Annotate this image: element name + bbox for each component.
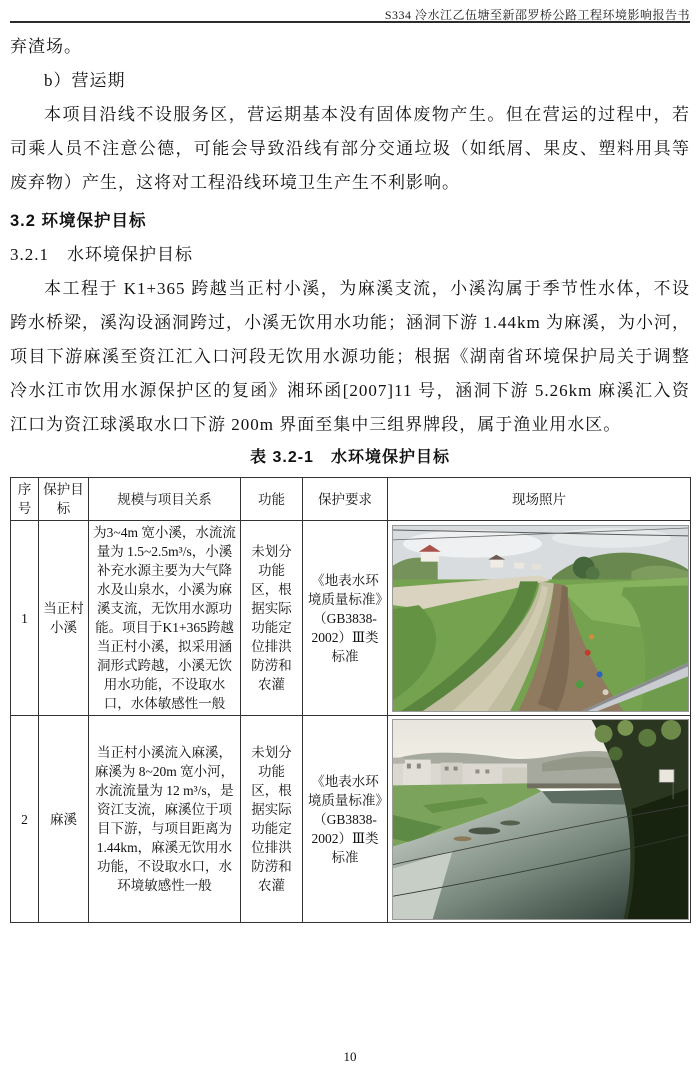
- cell-no-1: 1: [11, 521, 39, 716]
- water-protection-table: [10, 477, 691, 923]
- cell-scale-1: 为3~4m 宽小溪，水流流量为 1.5~2.5m³/s，小溪补充水源主要为大气降水及山泉水，小溪为麻溪支流，无饮用水源功能。项目于K1+365跨越当正村小溪，拟采用涵洞形式跨越，小溪无饮用水功能，不设取水口，水体敏感性一般: [89, 521, 241, 716]
- table-row: [11, 716, 691, 923]
- cell-no-2: 2: [11, 716, 39, 923]
- cell-function-2: 未划分功能区，根据实际功能定位排洪防涝和农灌: [241, 716, 303, 923]
- section-heading-3-2: 3.2 环境保护目标: [10, 212, 147, 230]
- col-header-requirement: 保护要求: [303, 478, 388, 521]
- cell-scale-2: 当正村小溪流入麻溪，麻溪为 8~20m 宽小河，水流流量为 12 m³/s，是资江支流，麻溪位于项目下游，与项目距离为 1.44km，麻溪无饮用水功能，不设取水口，水环境敏感性一般: [89, 716, 241, 923]
- page-header: S334 冷水江乙伍塘至新邵罗桥公路工程环境影响报告书: [384, 8, 690, 22]
- paragraph-water-targets: 本工程于 K1+365 跨越当正村小溪，为麻溪支流，小溪沟属于季节性水体，不设跨水桥梁，溪沟设涵洞跨过，小溪无饮用水功能；涵洞下游 1.44km 为麻溪，为小河，项目下游麻溪至资江汇入口河段无饮用水源功能；根据《湖南省环境保护局关于调整冷水江市饮用水源保护区的复函》湘环函[2007]11 号，涵洞下游 5.26km 麻溪汇入资江口为资江球溪取水口下游 200m 界面至集中三组界牌段，属于渔业用水区。: [10, 279, 690, 434]
- cell-function-1: 未划分功能区，根据实际功能定位排洪防涝和农灌: [241, 521, 303, 716]
- river-photo: [392, 719, 689, 920]
- page-number: 10: [343, 1049, 357, 1064]
- paragraph-operation-period: 本项目沿线不设服务区，营运期基本没有固体废物产生。但在营运的过程中，若司乘人员不注意公德，可能会导致沿线有部分交通垃圾（如纸屑、果皮、塑料用具等废弃物）产生，这将对工程沿线环境卫生产生不利影响。: [10, 105, 690, 192]
- cell-target-2: 麻溪: [39, 716, 89, 923]
- cell-requirement-1: 《地表水环境质量标准》（GB3838-2002）Ⅲ类标准: [303, 521, 388, 716]
- table-row: [11, 521, 691, 716]
- table-caption: 表 3.2-1 水环境保护目标: [250, 449, 450, 466]
- list-item-b: b）营运期: [44, 71, 126, 90]
- col-header-function: 功能: [241, 478, 303, 521]
- cell-target-1: 当正村小溪: [39, 521, 89, 716]
- col-header-no: 序号: [11, 478, 39, 521]
- header-rule: [10, 21, 690, 23]
- col-header-scale: 规模与项目关系: [89, 478, 241, 521]
- cell-photo-2: [388, 716, 691, 923]
- section-heading-3-2-1: 3.2.1 水环境保护目标: [10, 245, 193, 264]
- col-header-target: 保护目标: [39, 478, 89, 521]
- cell-requirement-2: 《地表水环境质量标准》（GB3838-2002）Ⅲ类标准: [303, 716, 388, 923]
- col-header-photo: 现场照片: [388, 478, 691, 521]
- page-content: [10, 30, 690, 923]
- paragraph-continuation: 弃渣场。: [10, 37, 82, 56]
- table-header-row: [11, 478, 691, 521]
- cell-photo-1: [388, 521, 691, 716]
- stream-photo: [392, 525, 689, 712]
